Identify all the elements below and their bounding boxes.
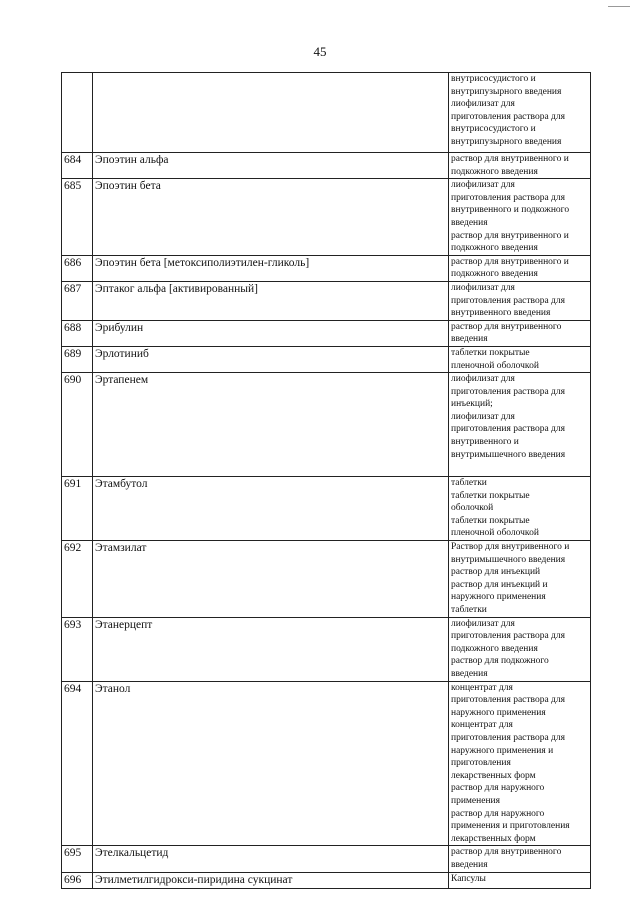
table-row [62, 179, 591, 256]
dosage-form-line: пленочной оболочкой [451, 528, 539, 539]
dosage-form-cell [449, 373, 591, 477]
dosage-form-line: раствор для наружного [451, 783, 545, 794]
scan-corner-mark [608, 6, 630, 7]
dosage-form-line: внутримышечного введения [451, 554, 566, 565]
dosage-form-line: оболочкой [451, 503, 494, 514]
row-number-cell: 696 [62, 872, 93, 888]
table-row [62, 373, 591, 477]
dosage-form-cell [449, 179, 591, 256]
drug-table [61, 72, 591, 889]
dosage-form-line: инъекций; [451, 399, 493, 410]
dosage-form-cell [449, 320, 591, 346]
row-number-cell: 691 [62, 477, 93, 541]
drug-name-cell: Этамбутол [93, 477, 449, 541]
dosage-form-line: таблетки покрытые [451, 490, 530, 501]
dosage-form-line: раствор для внутривенного и [451, 154, 569, 164]
dosage-form-line: введения [451, 334, 488, 345]
dosage-form-line: раствор для внутривенного и [451, 256, 569, 267]
dosage-form-line: пленочной оболочкой [451, 360, 539, 371]
dosage-form-line: лиофилизат для [451, 411, 515, 422]
row-number-cell: 687 [62, 281, 93, 320]
drug-name-cell: Эртапенем [93, 373, 449, 477]
dosage-form-line: приготовления раствора для [451, 631, 565, 642]
dosage-form-line: введения [451, 859, 488, 870]
dosage-form-line: таблетки покрытые [451, 515, 530, 526]
dosage-form-line: внутривенного и [451, 437, 519, 448]
drug-name-cell: Этелкальцетид [93, 846, 449, 872]
dosage-form-line: применения и приготовления [451, 821, 570, 832]
dosage-form-line: внутривенного введения [451, 308, 551, 319]
dosage-form-line: лиофилизат для [451, 374, 515, 385]
dosage-form-line: введения [451, 669, 488, 680]
drug-table-body [62, 73, 591, 889]
drug-name-cell: Эпоэтин бета [метоксиполиэтилен-гликоль] [93, 255, 449, 281]
table-row [62, 346, 591, 372]
dosage-form-line: лекарственных форм [451, 770, 536, 781]
dosage-form-line: внутрисосудистого и [451, 74, 536, 84]
dosage-form-line: приготовления раствора для [451, 424, 565, 435]
dosage-form-cell [449, 281, 591, 320]
row-number-cell: 692 [62, 541, 93, 618]
dosage-form-line: концентрат для [451, 720, 513, 731]
table-row [62, 320, 591, 346]
dosage-form-line: лиофилизат для [451, 99, 515, 110]
dosage-form-line: таблетки [451, 478, 487, 489]
table-row [62, 73, 591, 153]
dosage-form-line: лиофилизат для [451, 180, 515, 191]
dosage-form-line: наружного применения и [451, 745, 554, 756]
dosage-form-cell [449, 872, 591, 888]
dosage-form-line: приготовления раствора для [451, 695, 565, 706]
dosage-form-line: приготовления раствора для [451, 192, 565, 203]
dosage-form-line: концентрат для [451, 682, 513, 693]
row-number-cell: 690 [62, 373, 93, 477]
dosage-form-cell [449, 617, 591, 681]
dosage-form-cell [449, 346, 591, 372]
dosage-form-line: раствор для наружного [451, 808, 545, 819]
row-number-cell: 693 [62, 617, 93, 681]
dosage-form-line: раствор для внутривенного и [451, 230, 569, 241]
drug-name-cell: Этанол [93, 681, 449, 846]
row-number-cell: 686 [62, 255, 93, 281]
page-number: 45 [313, 44, 327, 59]
dosage-form-line: лекарственных форм [451, 833, 536, 844]
dosage-form-cell [449, 846, 591, 872]
row-number-cell: 695 [62, 846, 93, 872]
table-row [62, 477, 591, 541]
drug-name-cell: Этанерцепт [93, 617, 449, 681]
dosage-form-line: наружного применения [451, 592, 546, 603]
dosage-form-line: внутривенного и подкожного [451, 205, 570, 216]
dosage-form-line: таблетки покрытые [451, 347, 530, 358]
dosage-form-line: подкожного введения [451, 643, 538, 654]
dosage-form-line: раствор для инъекций и [451, 579, 548, 590]
dosage-form-line: подкожного введения [451, 243, 538, 254]
table-row [62, 153, 591, 179]
dosage-form-line: раствор для подкожного [451, 656, 549, 667]
dosage-form-cell [449, 477, 591, 541]
dosage-form-cell [449, 541, 591, 618]
row-number-cell [62, 73, 93, 153]
dosage-form-cell [449, 73, 591, 153]
dosage-form-line: приготовления раствора для [451, 295, 565, 306]
dosage-form-line: приготовления раствора для [451, 733, 565, 743]
dosage-form-line: внутримышечного введения [451, 449, 566, 460]
row-number-cell: 694 [62, 681, 93, 846]
dosage-form-line: лиофилизат для [451, 282, 515, 293]
row-number-cell: 684 [62, 153, 93, 179]
dosage-form-cell [449, 255, 591, 281]
drug-name-cell: Эптаког альфа [активированный] [93, 281, 449, 320]
row-number-cell: 689 [62, 346, 93, 372]
drug-name-cell: Эпоэтин бета [93, 179, 449, 256]
dosage-form-line: раствор для инъекций [451, 567, 541, 578]
dosage-form-line: подкожного введения [451, 269, 538, 280]
table-row [62, 617, 591, 681]
table-row [62, 872, 591, 888]
drug-name-cell: Эпоэтин альфа [93, 153, 449, 179]
drug-name-cell: Эрибулин [93, 320, 449, 346]
dosage-form-line: Капсулы [451, 873, 486, 884]
dosage-form-line: приготовления [451, 758, 511, 769]
dosage-form-line: приготовления раствора для [451, 386, 565, 397]
drug-name-cell: Эрлотиниб [93, 346, 449, 372]
dosage-form-line: таблетки [451, 605, 487, 616]
dosage-form-line: внутрисосудистого и [451, 124, 536, 135]
dosage-form-line: Раствор для внутривенного и [451, 542, 570, 553]
dosage-form-cell [449, 153, 591, 179]
dosage-form-line: раствор для внутривенного [451, 847, 562, 858]
dosage-form-line: наружного применения [451, 707, 546, 718]
drug-name-cell: Этилметилгидрокси-пиридина сукцинат [93, 872, 449, 888]
dosage-form-line: подкожного введения [451, 166, 538, 177]
drug-name-cell [93, 73, 449, 153]
table-row [62, 846, 591, 872]
dosage-form-line: лиофилизат для [451, 618, 515, 629]
row-number-cell: 685 [62, 179, 93, 256]
dosage-form-cell [449, 681, 591, 846]
dosage-form-line: введения [451, 217, 488, 228]
dosage-form-line: внутрипузырного введения [451, 136, 562, 147]
table-row [62, 255, 591, 281]
table-row [62, 281, 591, 320]
table-row [62, 541, 591, 618]
dosage-form-line: приготовления раствора для [451, 111, 565, 122]
row-number-cell: 688 [62, 320, 93, 346]
table-row [62, 681, 591, 846]
dosage-form-line: применения [451, 795, 500, 806]
dosage-form-line: внутрипузырного введения [451, 86, 562, 97]
drug-name-cell: Этамзилат [93, 541, 449, 618]
dosage-form-line: раствор для внутривенного [451, 321, 562, 332]
